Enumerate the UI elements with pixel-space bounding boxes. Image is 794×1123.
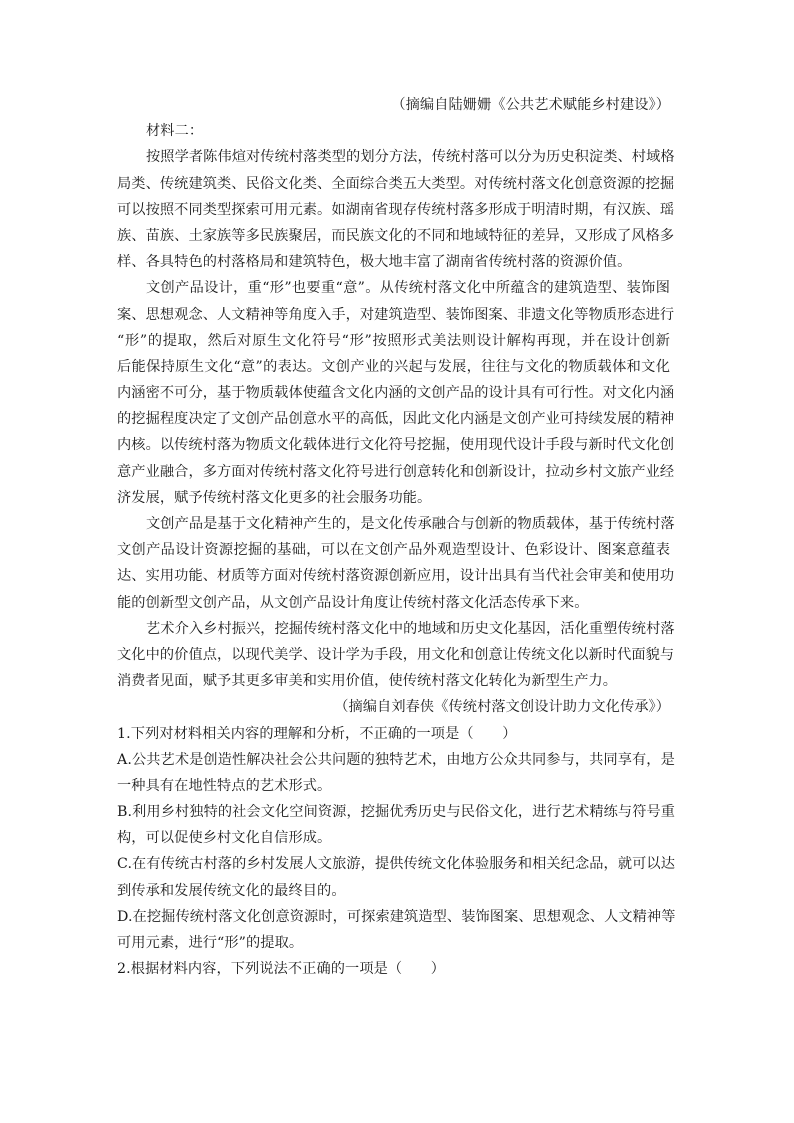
paragraph-2 xyxy=(117,275,675,511)
question-stem: 1.下列对材料相关内容的理解和分析，不正确的一项是（ ） xyxy=(117,725,517,742)
paragraph-3 xyxy=(117,511,675,616)
paragraph-line: “形”的提取，然后对原生文化符号“形”按照形式美法则设计解构再现，并在设计创新 xyxy=(117,332,670,349)
paragraph-line: 族、苗族、土家族等多民族聚居，而民族文化的不同和地域特征的差异，又形成了风格多 xyxy=(117,227,675,244)
option-line: D.在挖掘传统村落文化创意资源时，可探索建筑造型、装饰图案、思想观念、人文精神等 xyxy=(117,908,676,925)
source-citation-2: （摘编自刘春侠《传统村落文创设计助力文化传承》） xyxy=(334,699,670,716)
paragraph-line: 艺术介入乡村振兴，挖掘传统村落文化中的地域和历史文化基因，活化重塑传统村落 xyxy=(146,620,675,637)
paragraph-line: 意产业融合，多方面对传统村落文化符号进行创意转化和创新设计，拉动乡村文旅产业经 xyxy=(117,463,675,480)
option-line: 可用元素，进行“形”的提取。 xyxy=(117,935,304,951)
option-line: B.利用乡村独特的社会文化空间资源，挖掘优秀历史与民俗文化，进行艺术精练与符号重 xyxy=(117,804,676,821)
option-line: 一种具有在地性特点的艺术形式。 xyxy=(117,777,332,794)
paragraph-line: 后能保持原生文化“意”的表达。文创产业的兴起与发展，往往与文化的物质载体和文化 xyxy=(117,358,670,375)
question-stem: 2.根据材料内容，下列说法不正确的一项是（ ） xyxy=(117,961,446,978)
option-line: A.公共艺术是创造性解决社会公共问题的独特艺术，由地方公众共同参与，共同享有，是 xyxy=(117,751,675,768)
paragraph-line: 文创产品是基于文化精神产生的，是文化传承融合与创新的物质载体，基于传统村落 xyxy=(146,516,675,532)
option-line: C.在有传统古村落的乡村发展人文旅游，提供传统文化体验服务和相关纪念品，就可以达 xyxy=(117,856,675,873)
paragraph-line: 文创产品设计资源挖掘的基础，可以在文创产品外观造型设计、色彩设计、图案意蕴表 xyxy=(117,542,670,559)
paragraph-line: 文创产品设计，重“形”也要重“意”。从传统村落文化中所蕴含的建筑造型、装饰图 xyxy=(146,280,670,297)
paragraph-4 xyxy=(117,616,675,695)
option-d xyxy=(117,904,676,956)
question-2 xyxy=(117,956,670,982)
option-a xyxy=(117,747,675,799)
paragraph-line: 消费者见面，赋予其更多审美和实用价值，使传统村落文化转化为新型生产力。 xyxy=(117,673,618,690)
source-citation-1: （摘编自陆姗姗《公共艺术赋能乡村建设》） xyxy=(391,97,670,113)
paragraph-line: 内核。以传统村落为物质文化载体进行文化符号挖掘，使用现代设计手段与新时代文化创 xyxy=(117,437,675,454)
paragraph-line: 文化中的价值点，以现代美学、设计学为手段，用文化和创意让传统文化以新时代面貌与 xyxy=(117,646,675,663)
document-body xyxy=(117,92,676,982)
paragraph-line: 局类、传统建筑类、民俗文化类、全面综合类五大类型。对传统村落文化创意资源的挖掘 xyxy=(117,175,675,192)
paragraph-line: 济发展，赋予传统村落文化更多的社会服务功能。 xyxy=(117,489,432,506)
paragraph-line: 样、各具特色的村落格局和建筑特色，极大地丰富了湖南省传统村落的资源价值。 xyxy=(117,254,632,271)
material-2-heading: 材料二： xyxy=(146,123,204,140)
paragraph-line: 能的创新型文创产品，从文创产品设计角度让传统村落文化活态传承下来。 xyxy=(117,594,589,611)
option-line: 构，可以促使乡村文化自信形成。 xyxy=(117,830,332,847)
paragraph-1 xyxy=(117,144,675,275)
option-b xyxy=(117,799,676,851)
paragraph-line: 案、思想观念、人文精神等角度入手，对建筑造型、装饰图案、非遗文化等物质形态进行 xyxy=(117,306,675,323)
paragraph-line: 按照学者陈伟煊对传统村落类型的划分方法，传统村落可以分为历史积淀类、村域格 xyxy=(146,149,675,166)
paragraph-line: 达、实用功能、材质等方面对传统村落资源创新应用，设计出具有当代社会审美和使用功 xyxy=(117,568,675,585)
option-c xyxy=(117,851,675,903)
paragraph-line: 的挖掘程度决定了文创产品创意水平的高低，因此文化内涵是文创产业可持续发展的精神 xyxy=(117,411,675,428)
question-1 xyxy=(117,721,676,957)
option-line: 到传承和发展传统文化的最终目的。 xyxy=(117,882,346,899)
paragraph-line: 内涵密不可分，基于物质载体使蕴含文化内涵的文创产品的设计具有可行性。对文化内涵 xyxy=(117,385,675,402)
paragraph-line: 可以按照不同类型探索可用元素。如湖南省现存传统村落多形成于明清时期，有汉族、瑶 xyxy=(117,201,675,218)
